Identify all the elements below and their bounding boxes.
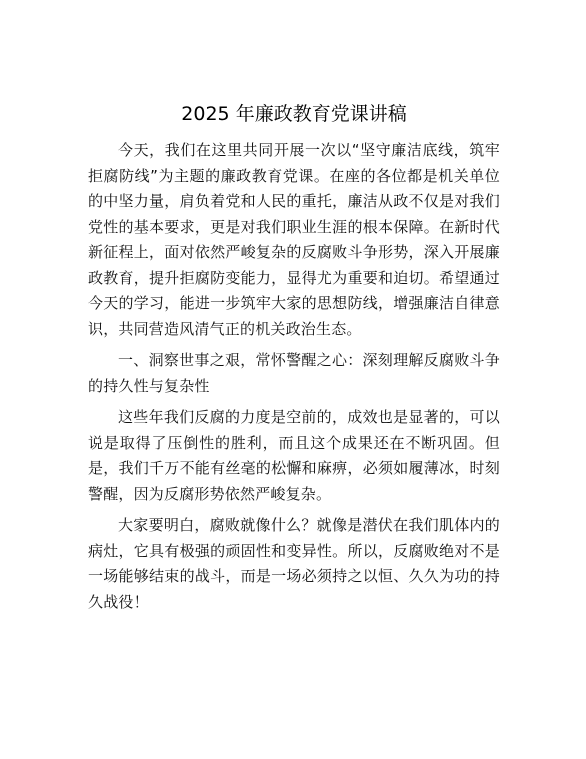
document-title: 2025 年廉政教育党课讲稿 [181, 103, 407, 125]
document-page [88, 100, 500, 621]
section-heading-1: 一、洞察世事之艰，常怀警醒之心：深刻理解反腐败斗争的持久性与复杂性 [88, 351, 500, 395]
paragraph-corruption-nature: 大家要明白，腐败就像什么？就像是潜伏在我们肌体内的病灶，它具有极强的顽固性和变异性。所以，反腐败绝对不是一场能够结束的战斗，而是一场必须持之以恒、久久为功的持久战役！ [88, 516, 500, 611]
paragraph-intro: 今天，我们在这里共同开展一次以“坚守廉洁底线，筑牢拒腐防线”为主题的廉政教育党课。在座的各位都是机关单位的中坚力量，肩负着党和人民的重托，廉洁从政不仅是对我们党性的基本要求，更是对我们职业生涯的根本保障。在新时代新征程上，面对依然严峻复杂的反腐败斗争形势，深入开展廉政教育，提升拒腐防变能力，显得尤为重要和迫切。希望通过今天的学习，能进一步筑牢大家的思想防线，增强廉洁自律意识，共同营造风清气正的机关政治生态。 [88, 141, 500, 338]
paragraph-anti-corruption-results: 这些年我们反腐的力度是空前的，成效也是显著的，可以说是取得了压倒性的胜利，而且这个成果还在不断巩固。但是，我们千万不能有丝毫的松懈和麻痹，必须如履薄冰，时刻警醒，因为反腐形势依然严峻复杂。 [88, 408, 500, 503]
